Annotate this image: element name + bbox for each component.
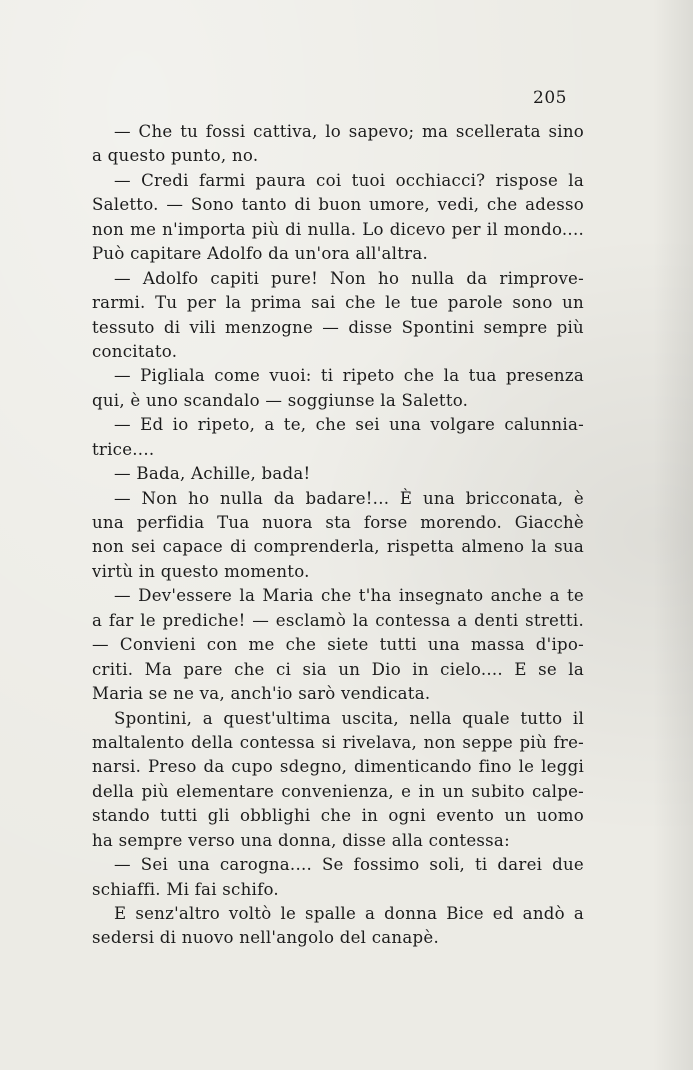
text-line: — Adolfo capiti pure! Non ho nulla da rimprove- (114, 268, 584, 288)
text-line: a far le prediche! — esclamò la contessa a denti stretti. (92, 610, 584, 630)
text-line: della più elementare convenienza, e in un subito calpe- (92, 781, 584, 801)
page-edge-shadow (653, 0, 693, 1070)
text-line: ha sempre verso una donna, disse alla contessa: (92, 830, 510, 850)
body-text (92, 120, 584, 951)
text-line: non sei capace di comprenderla, rispetta almeno la sua (92, 537, 584, 557)
text-line: Maria se ne va, anch'io sarò vendicata. (92, 684, 431, 704)
text-line: sedersi di nuovo nell'angolo del canapè. (92, 928, 439, 948)
text-line: schiaffi. Mi fai schifo. (92, 879, 279, 899)
text-line: — Dev'essere la Maria che t'ha insegnato anche a te (114, 586, 584, 606)
text-line: una perfidia Tua nuora sta forse morendo. Giacchè (92, 513, 584, 532)
text-line: narsi. Preso da cupo sdegno, dimenticando fino le leggi (92, 757, 584, 777)
text-line: Saletto. — Sono tanto di buon umore, vedi, che adesso (92, 195, 584, 215)
text-line: non me n'importa più di nulla. Lo dicevo per il mondo.... (92, 219, 584, 239)
text-line: Può capitare Adolfo da un'ora all'altra. (92, 244, 428, 264)
text-line: virtù in questo momento. (92, 561, 310, 581)
text-line: stando tutti gli obblighi che in ogni evento un uomo (92, 806, 584, 826)
text-line: — Ed io ripeto, a te, che sei una volgare calunnia- (114, 415, 584, 435)
text-line: trice.... (92, 439, 155, 459)
text-line: a questo punto, no. (92, 146, 259, 166)
text-line: tessuto di vili menzogne — disse Spontini sempre più (92, 317, 584, 337)
text-line: maltalento della contessa si rivelava, non seppe più fre- (92, 732, 584, 752)
text-line: E senz'altro voltò le spalle a donna Bice ed andò a (114, 904, 584, 923)
text-line: — Sei una carogna.... Se fossimo soli, ti darei due (114, 855, 584, 875)
text-line: — Credi farmi paura coi tuoi occhiacci? rispose la (114, 170, 584, 190)
text-line: Spontini, a quest'ultima uscita, nella quale tutto il (114, 708, 584, 728)
text-line: criti. Ma pare che ci sia un Dio in cielo.... E se la (92, 659, 584, 679)
text-line: concitato. (92, 341, 178, 361)
text-line: qui, è uno scandalo — soggiunse la Saletto. (92, 390, 469, 410)
page-number: 205 (533, 88, 567, 108)
text-line: — Bada, Achille, bada! (114, 464, 311, 484)
text-line: — Pigliala come vuoi: ti ripeto che la tua presenza (114, 366, 584, 386)
text-line: — Convieni con me che siete tutti una massa d'ipo- (92, 635, 584, 655)
text-line: — Che tu fossi cattiva, lo sapevo; ma scellerata sino (114, 122, 584, 141)
text-line: — Non ho nulla da badare!... È una bricconata, è (114, 488, 584, 508)
text-line: rarmi. Tu per la prima sai che le tue parole sono un (92, 293, 584, 313)
